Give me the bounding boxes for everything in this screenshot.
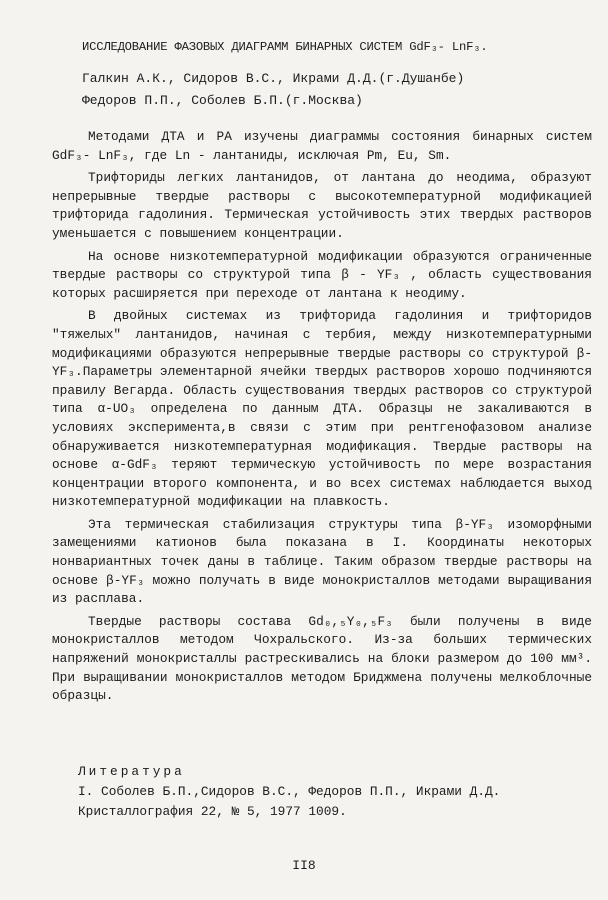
author-line-moscow: Федоров П.П., Соболев Б.П.(г.Москва) [82, 93, 363, 108]
paragraph-thermal-stabilization: Эта термическая стабилизация структуры типа β-YF₃ изоморфными замещениями катионов была показана в I. Координаты некоторых нонвариантных точек даны в таблице. Таким образом твердые растворы на основе β-YF₃ можно получать в виде монокристаллов методами выращивания из расплава. [52, 516, 592, 607]
paragraph-heavy-lanthanides: В двойных системах из трифторида гадолиния и трифторидов "тяжелых" лантанидов, начиная с тербия, между низкотемпературными модификациями образуются непрерывные твердые растворы со структурой β-YF₃.Параметры элементарной ячейки твердых растворов хорошо подчиняются правилу Вегарда. Область существования твердых растворов со структурой типа α-UO₃ определена по данным ДТА. Образцы не закаливаются в условиях эксперимента,в связи с этим при рентгенофазовом анализе обнаруживается низкотемпературная модификация. Твердые растворы на основе α-GdF₃ теряют термическую устойчивость по мере возрастания концентрации второго компонента, и во всех системах наблюдается выход низкотемпературной модификации на плавкость. [52, 308, 592, 510]
reference-1-authors: I. Соболев Б.П.,Сидоров В.С., Федоров П.П., Икрами Д.Д. [78, 784, 501, 799]
author-list [82, 68, 592, 112]
page-number: II8 [292, 858, 316, 873]
paper-title: ИССЛЕДОВАНИЕ ФАЗОВЫХ ДИАГРАММ БИНАРНЫХ СИСТЕМ GdF₃- LnF₃. [82, 40, 488, 54]
author-line-dushanbe: Галкин А.К., Сидоров В.С., Икрами Д.Д.(г.Душанбе) [82, 71, 465, 86]
article-body [52, 128, 592, 710]
paragraph-low-temp-modification: На основе низкотемпературной модификации образуются ограниченные твердые растворы со структурой типа β - YF₃ , область существования которых расширяется при переходе от лантана к неодиму. [52, 248, 592, 301]
paragraph-single-crystals: Твердые растворы состава Gd₀,₅Y₀,₅F₃ были получены в виде монокристаллов методом Чохральского. Из-за больших термических напряжений монокристаллы растрескивались на блоки размером до 100 мм³. При выращивании монокристаллов методом Бриджмена получены мелкоблочные образцы. [52, 613, 592, 704]
reference-1-source: Кристаллография 22, № 5, 1977 1009. [78, 804, 347, 819]
literature-section [78, 762, 588, 822]
literature-heading: Литература [78, 764, 185, 779]
paragraph-light-lanthanides: Трифториды легких лантанидов, от лантана до неодима, образуют непрерывные твердые растворы с высокотемпературной модификацией трифторида гадолиния. Термическая устойчивость этих твердых растворов уменьшается с повышением концентрации. [52, 170, 592, 241]
paragraph-methods: Методами ДТА и РА изучены диаграммы состояния бинарных систем GdF₃- LnF₃, где Ln - лантаниды, исключая Pm, Eu, Sm. [52, 129, 592, 163]
